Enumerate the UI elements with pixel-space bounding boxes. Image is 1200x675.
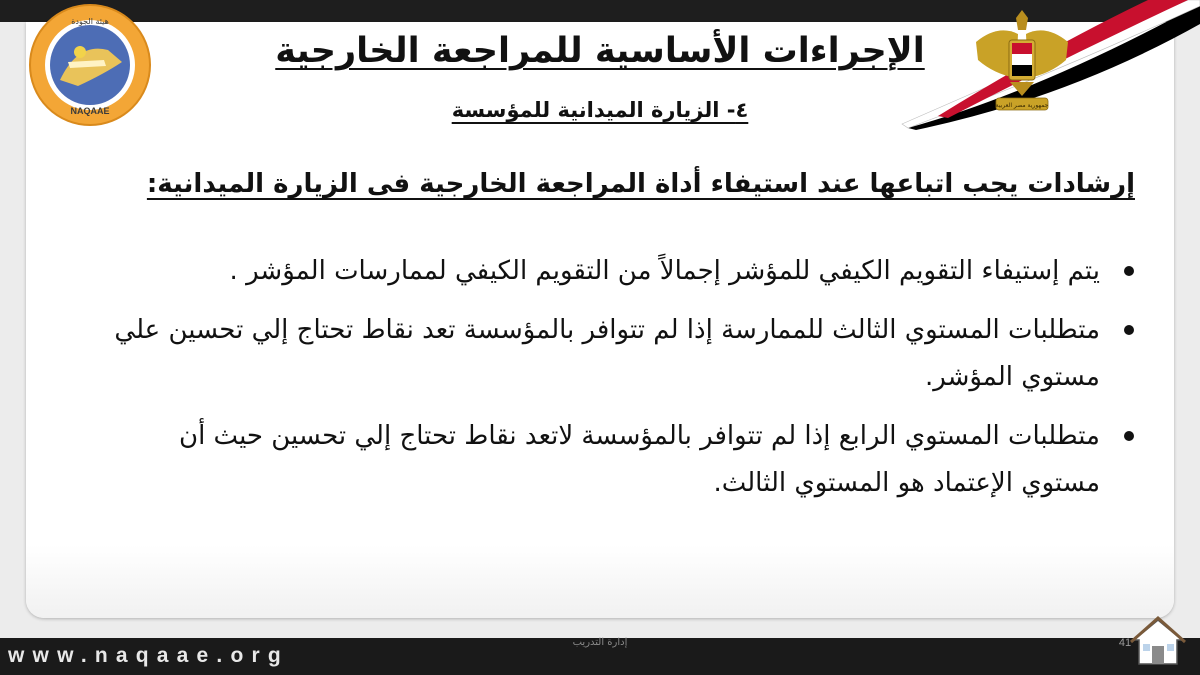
bullet-text: يتم إستيفاء التقويم الكيفي للمؤشر إجمالاً من التقويم الكيفي لممارسات المؤشر .	[229, 256, 1100, 286]
department-label: إدارة التدريب	[572, 637, 628, 648]
page-number: 41	[1118, 637, 1132, 649]
bullet-dot-icon	[1124, 431, 1134, 441]
logo-text-ar: هيئة الجودة	[71, 17, 109, 26]
slide-title: الإجراءات الأساسية للمراجعة الخارجية	[275, 31, 925, 71]
naqaae-logo	[18, 2, 163, 127]
slide-subtitle: ٤- الزيارة الميدانية للمؤسسة	[451, 98, 749, 122]
bullet-item	[110, 248, 1140, 295]
bullet-text: متطلبات المستوي الرابع إذا لم تتوافر بالمؤسسة لاتعد نقاط تحتاج إلي تحسين حيث أن مستوي الإعتماد هو المستوي الثالث.	[178, 421, 1100, 498]
emblem-caption: جمهورية مصر العربية	[995, 102, 1049, 109]
website-url[interactable]: www.naqaae.org	[8, 644, 289, 667]
logo-text-en: NAQAAE	[70, 106, 110, 116]
section-heading: إرشادات يجب اتباعها عند استيفاء أداة المراجعة الخارجية فى الزيارة الميدانية:	[146, 169, 1135, 199]
bullet-text: متطلبات المستوي الثالث للممارسة إذا لم تتوافر بالمؤسسة تعد نقاط تحتاج إلي تحسين علي مستوي المؤشر.	[114, 315, 1100, 392]
bullet-dot-icon	[1124, 266, 1134, 276]
bullet-item	[110, 307, 1140, 401]
bullet-list	[110, 248, 1140, 519]
bullet-item	[110, 413, 1140, 507]
slide-panel-footer-shade	[26, 545, 1174, 618]
bullet-dot-icon	[1124, 325, 1134, 335]
home-icon[interactable]	[1128, 612, 1188, 670]
